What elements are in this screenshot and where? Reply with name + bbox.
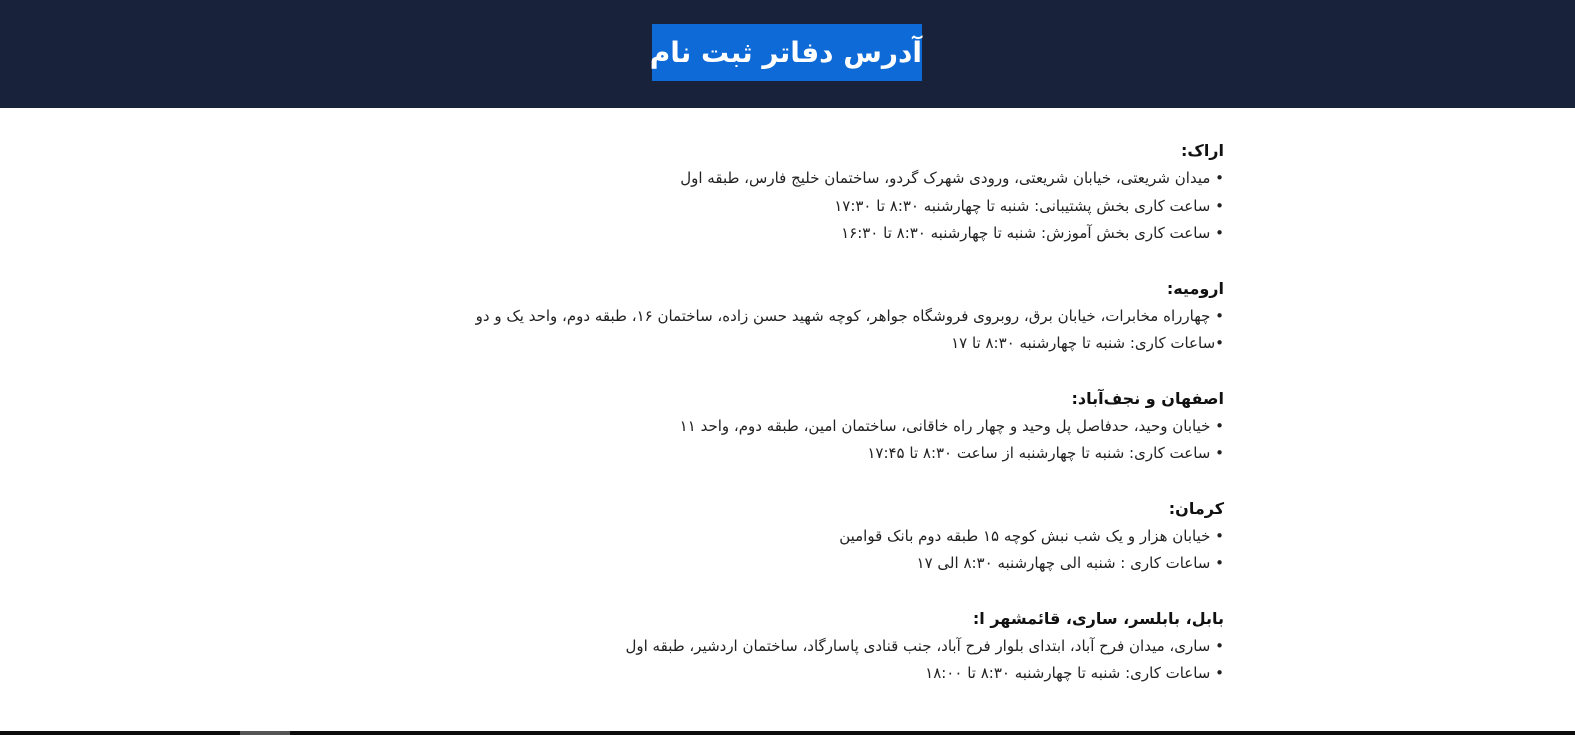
office-section-urmia	[324, 275, 1224, 358]
office-city: کرمان:	[1168, 498, 1224, 518]
office-address: • میدان شریعتی، خیابان شریعتی، ورودی شهرک گردو، ساختمان خلیج فارس، طبقه اول	[680, 169, 1224, 187]
footer-segment	[240, 731, 290, 735]
office-hours: • ساعات کاری : شنبه الی چهارشنبه ۸:۳۰ الی ۱۷	[916, 554, 1224, 572]
office-address: • خیابان هزار و یک شب نبش کوچه ۱۵ طبقه دوم بانک قوامین	[839, 526, 1224, 545]
office-address: • ساری، میدان فرح آباد، ابتدای بلوار فرح آباد، جنب قنادی پاسارگاد، ساختمان اردشیر، طبقه اول	[625, 636, 1224, 655]
office-section-isfahan	[324, 385, 1224, 468]
office-section-arak	[324, 137, 1224, 248]
office-list	[324, 137, 1224, 715]
office-hours-education: • ساعت کاری بخش آموزش: شنبه تا چهارشنبه ۸:۳۰ تا ۱۶:۳۰	[841, 224, 1224, 242]
office-hours-support: • ساعت کاری بخش پشتیبانی: شنبه تا چهارشنبه ۸:۳۰ تا ۱۷:۳۰	[834, 196, 1224, 215]
office-address: • خیابان وحید، حدفاصل پل وحید و چهار راه خاقانی، ساختمان امین، طبقه دوم، واحد ۱۱	[679, 416, 1224, 435]
office-section-mazandaran	[324, 605, 1224, 688]
office-address: • چهارراه مخابرات، خیابان برق، روبروی فروشگاه جواهر، کوچه شهید حسن زاده، ساختمان ۱۶، طبقه دوم، واحد یک و دو	[475, 306, 1224, 325]
office-city: ارومیه:	[1166, 278, 1224, 298]
office-hours: •ساعات کاری: شنبه تا چهارشنبه ۸:۳۰ تا ۱۷	[951, 334, 1224, 352]
office-section-kerman	[324, 495, 1224, 578]
office-city: اراک:	[1181, 141, 1224, 160]
office-city: بابل، بابلسر، ساری، قائمشهر ا:	[972, 608, 1224, 628]
page-header	[0, 0, 1575, 108]
footer-bar	[0, 731, 1575, 735]
office-hours: • ساعت کاری: شنبه تا چهارشنبه از ساعت ۸:۳۰ تا ۱۷:۴۵	[867, 444, 1224, 462]
office-hours: • ساعات کاری: شنبه تا چهارشنبه ۸:۳۰ تا ۱۸:۰۰	[925, 664, 1224, 682]
page-title: آدرس دفاتر ثبت نام	[652, 24, 922, 81]
office-city: اصفهان و نجف‌آباد:	[1071, 388, 1224, 408]
